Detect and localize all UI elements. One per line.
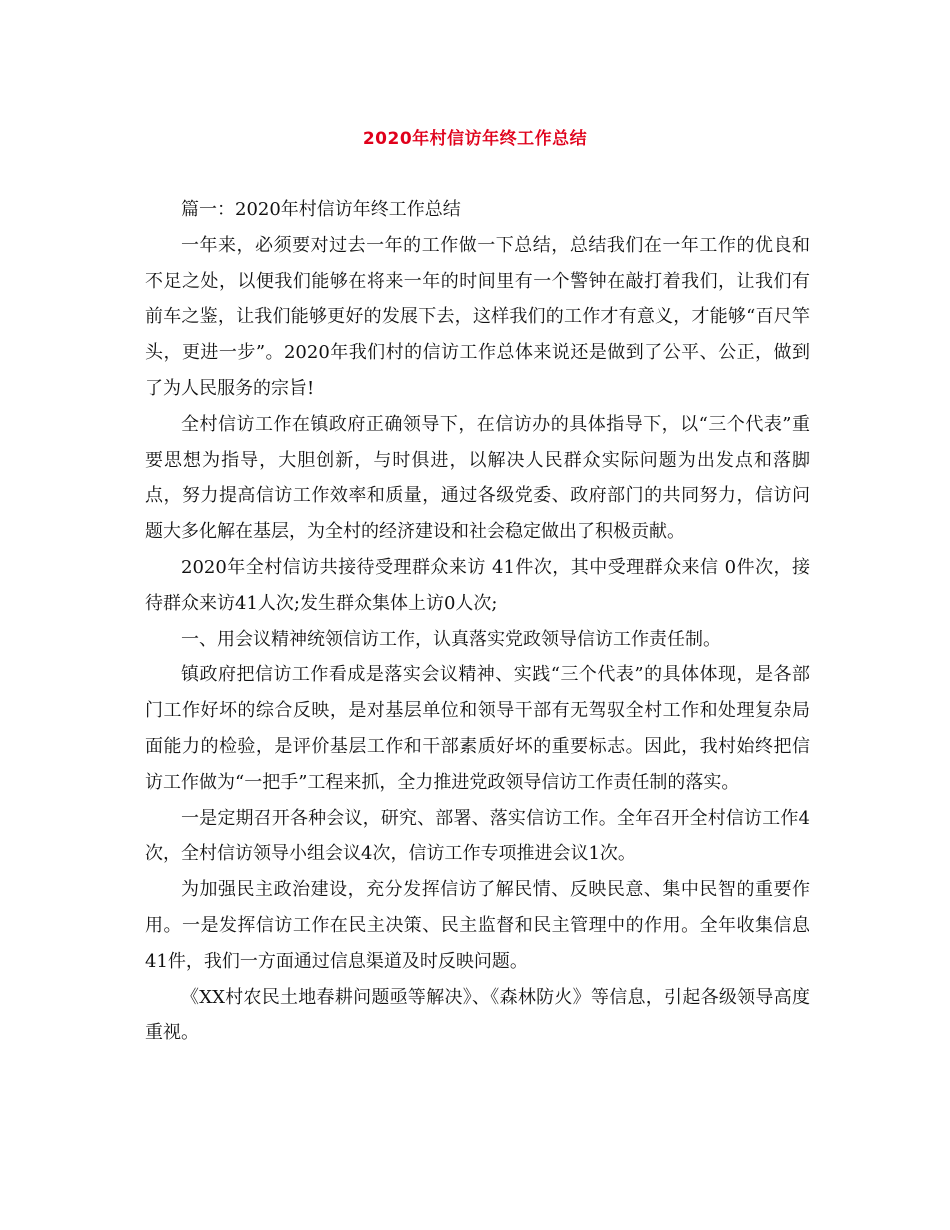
paragraph-heading: 篇一：2020年村信访年终工作总结 <box>181 199 461 220</box>
document-body <box>145 192 810 1051</box>
document-title: 2020年村信访年终工作总结 <box>362 129 588 149</box>
paragraph: 为加强民主政治建设，充分发挥信访了解民情、反映民意、集中民智的重要作用。一是发挥信访工作在民主决策、民主监督和民主管理中的作用。全年收集信息 41件，我们一方面通过信息渠道及时反映问题。 <box>145 879 810 972</box>
paragraph: 一年来，必须要对过去一年的工作做一下总结，总结我们在一年工作的优良和不足之处，以便我们能够在将来一年的时间里有一个警钟在敲打着我们，让我们有前车之鉴，让我们能够更好的发展下去，这样我们的工作才有意义，才能够“百尺竿头，更进一步”。2020年我们村的信访工作总体来说还是做到了公平、公正，做到了为人民服务的宗旨! <box>145 234 810 399</box>
paragraph: 全村信访工作在镇政府正确领导下，在信访办的具体指导下，以“三个代表”重要思想为指导，大胆创新，与时俱进，以解决人民群众实际问题为出发点和落脚点，努力提高信访工作效率和质量，通过各级党委、政府部门的共同努力，信访问题大多化解在基层，为全村的经济建设和社会稳定做出了积极贡献。 <box>145 413 810 543</box>
paragraph: 《XX村农民土地春耕问题亟等解决》、《森林防火》等信息，引起各级领导高度重视。 <box>145 986 810 1044</box>
paragraph: 2020年全村信访共接待受理群众来访 41件次，其中受理群众来信 0件次，接待群众来访41人次;发生群众集体上访0人次; <box>145 556 810 614</box>
paragraph: 镇政府把信访工作看成是落实会议精神、实践“三个代表”的具体体现，是各部门工作好坏的综合反映，是对基层单位和领导干部有无驾驭全村工作和处理复杂局面能力的检验，是评价基层工作和干部素质好坏的重要标志。因此，我村始终把信访工作做为“一把手”工程来抓，全力推进党政领导信访工作责任制的落实。 <box>145 664 810 793</box>
section-heading: 一、用会议精神统领信访工作，认真落实党政领导信访工作责任制。 <box>181 628 721 650</box>
paragraph: 一是定期召开各种会议，研究、部署、落实信访工作。全年召开全村信访工作4次，全村信访领导小组会议4次，信访工作专项推进会议1次。 <box>145 807 810 865</box>
